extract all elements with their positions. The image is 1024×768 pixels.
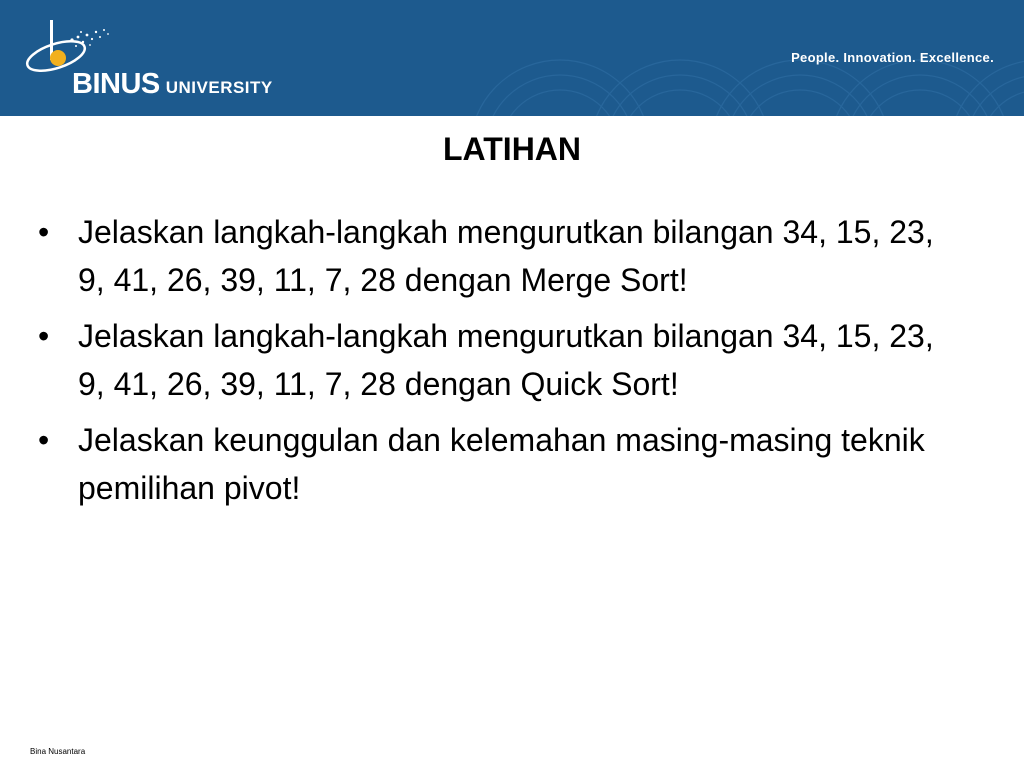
bullet-icon: • (38, 422, 50, 458)
bullet-icon: • (38, 214, 50, 250)
bullet-text: Jelaskan keunggulan dan kelemahan masing-masing teknik pemilihan pivot! (78, 422, 925, 506)
bullet-text: Jelaskan langkah-langkah mengurutkan bilangan 34, 15, 23, 9, 41, 26, 39, 11, 7, 28 dengan Merge Sort! (78, 214, 934, 298)
list-item (38, 416, 968, 512)
list-item (38, 312, 968, 408)
slide-title: LATIHAN (442, 131, 582, 167)
header-banner (0, 0, 1024, 116)
list-item (38, 208, 968, 304)
binus-logo[interactable] (20, 18, 300, 104)
logo-brand: BINUS (72, 68, 160, 100)
logo-wordmark (72, 68, 273, 101)
tagline: People. Innovation. Excellence. (791, 50, 994, 65)
bullet-list (38, 208, 968, 520)
logo-suffix: UNIVERSITY (165, 78, 273, 97)
footer-text: Bina Nusantara (30, 747, 86, 756)
bullet-text: Jelaskan langkah-langkah mengurutkan bilangan 34, 15, 23, 9, 41, 26, 39, 11, 7, 28 dengan Quick Sort! (78, 318, 934, 402)
bullet-icon: • (38, 318, 50, 354)
